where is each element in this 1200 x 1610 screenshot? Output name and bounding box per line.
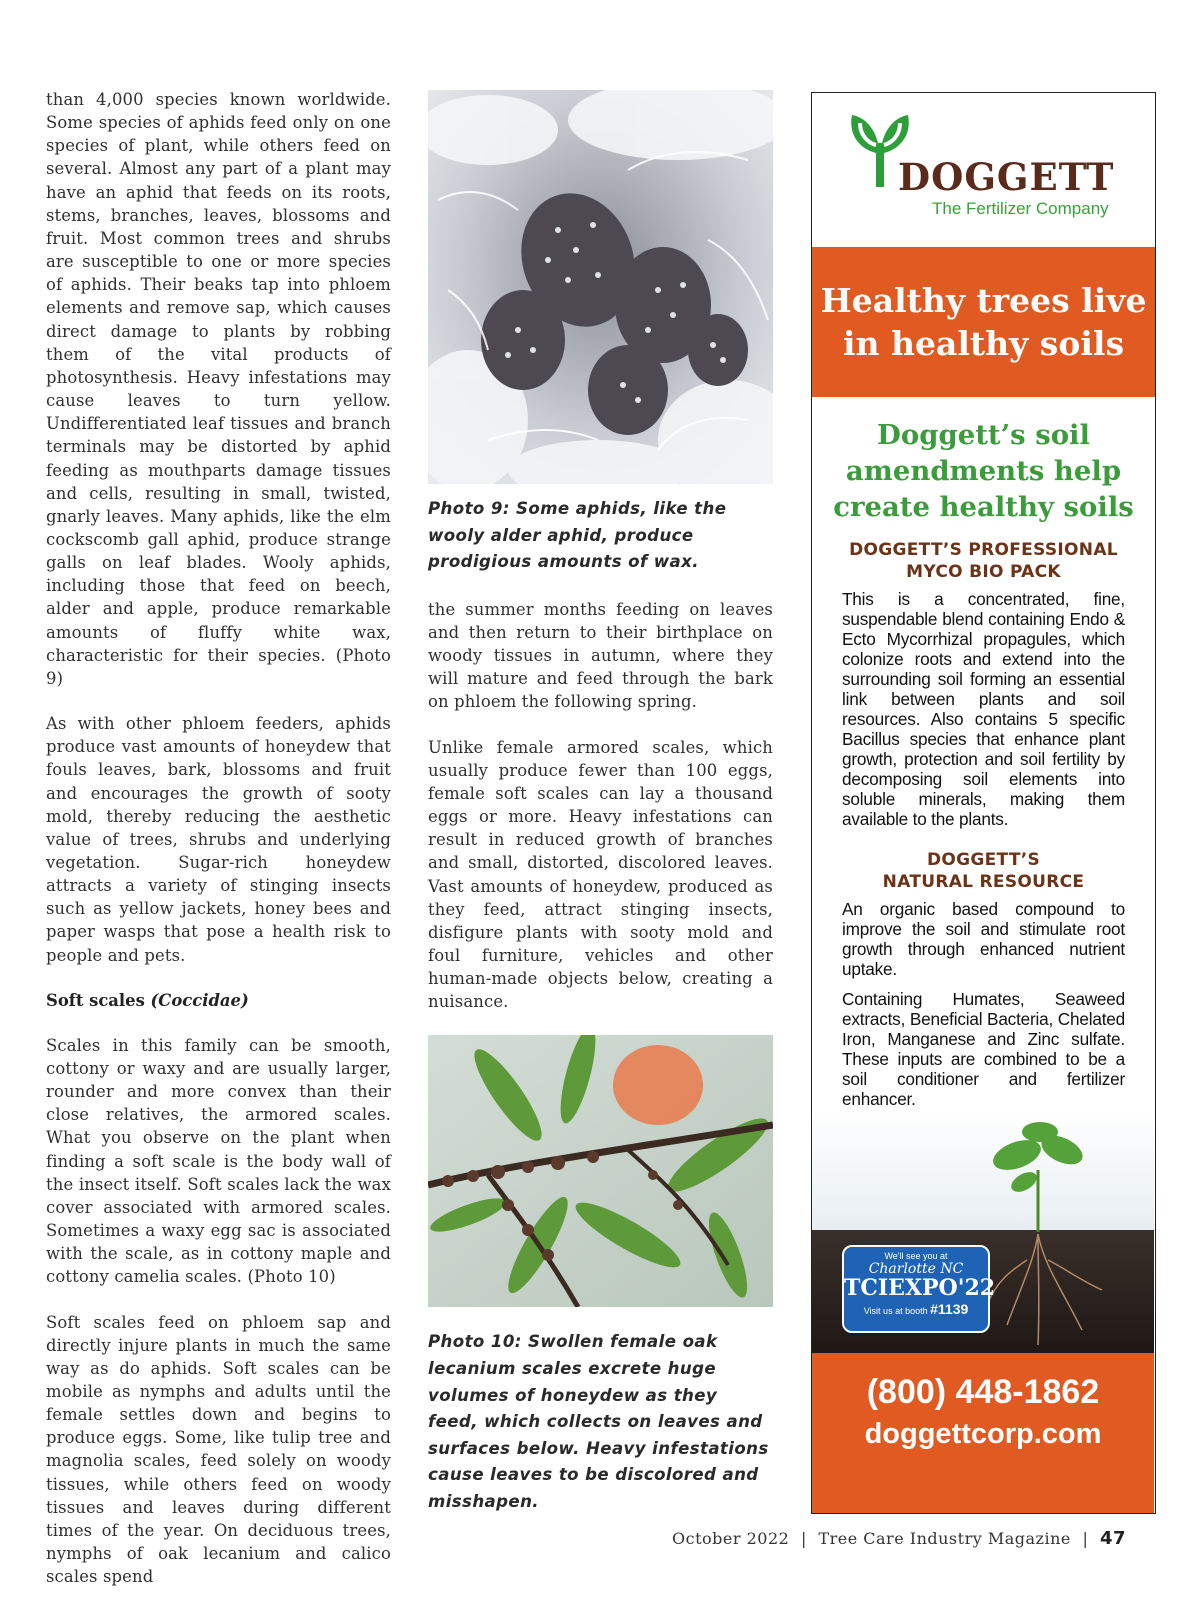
photo-9-wooly-aphids [428, 90, 773, 484]
photo-10-oak-lecanium-scales [428, 1035, 773, 1307]
brand-name: DOGGETT [898, 155, 1115, 199]
subhead-text: Soft scales [46, 990, 145, 1010]
paragraph: than 4,000 species known worldwide. Some species of aphids feed only on one species of plant, while others feed on several. Almost any part of a plant may have an aphid that feeds on its roots, stems, branches, leaves, blossoms and fruit. Most common trees and shrubs are susceptible to one or more species of aphids. Their beaks tap into phloem elements and remove sap, which causes direct damage to plants by robbing them of the vital products of photosynthesis. Heavy infestations may cause leaves to turn yellow. Undifferentiated leaf tissues and branch terminals may be distorted by aphid feeding as mouthparts damage tissues and cells, resulting in small, twisted, gnarly leaves. Many aphids, like the elm cockscomb gall aphid, produce strange galls on leaf blades. Wooly aphids, including those that feed on beech, alder and apple, produce remarkable amounts of fluffy white wax, characteristic for their species. (Photo 9) [46, 90, 391, 688]
photo-9-caption: Photo 9: Some aphids, like the wooly alder aphid, produce prodigious amounts of wax. [428, 499, 727, 572]
paragraph: the summer months feeding on leaves and then return to their birthplace on woody tissues in autumn, where they will mature and feed through the bark on phloem the following spring. [428, 599, 773, 712]
product-2-ingredients: Containing Humates, Seaweed extracts, Beneficial Bacteria, Chelated Iron, Manganese and Zinc sulfate. These inputs are combined to be a soil conditioner and fertilizer enhancer. [842, 989, 1125, 1109]
paragraph: Unlike female armored scales, which usually produce fewer than 100 eggs, female soft scales can lay a thousand eggs or more. Heavy infestations can result in reduced growth of branches and small, distorted, discolored leaves. Vast amounts of honeydew, produced as they feed, attract stinging insects, disfigure plants with sooty mold and foul furniture, vehicles and other human-made objects below, creating a nuisance. [428, 737, 773, 1012]
ad-subhead: Doggett’s soil amendments help create healthy soils [833, 419, 1134, 523]
footer-separator: | [800, 1529, 807, 1548]
page-number: 47 [1099, 1528, 1126, 1549]
doggett-advertisement[interactable] [811, 92, 1156, 1514]
magazine-name: Tree Care Industry Magazine [818, 1529, 1071, 1548]
section-subhead [46, 989, 391, 1012]
phone-number[interactable]: (800) 448-1862 [866, 1373, 1100, 1411]
subhead-latin: (Coccidae) [150, 990, 249, 1010]
paragraph: Scales in this family can be smooth, cottony or waxy and are usually larger, rounder and more convex than their close relatives, the armored scales. What you observe on the plant when finding a soft scale is the body wall of the insect itself. Soft scales lack the wax cover associated with armored scales. Sometimes a waxy egg sac is associated with the scale, as in cottony maple and cottony camelia scales. (Photo 10) [46, 1035, 391, 1287]
headline-line-2: in healthy soils [842, 324, 1125, 363]
footer-separator: | [1082, 1529, 1089, 1548]
seedling-image [812, 1110, 1154, 1353]
product-1-title-line-2: MYCO BIO PACK [906, 562, 1061, 582]
product-2-title-line-1: DOGGETT’S [926, 850, 1041, 870]
product-2-description: An organic based compound to improve the soil and stimulate root growth through enhanced nutrient uptake. [842, 899, 1125, 979]
paragraph: Soft scales feed on phloem sap and directly injure plants in much the same way as do aphids. Soft scales can be mobile as nymphs and adults until the female settles down and begins to produce eggs. Some, like tulip tree and magnolia scales, feed solely on woody tissues, while others feed on woody tissues and leaves during different times of the year. On deciduous trees, nymphs of oak lecanium and calico scales spend [46, 1312, 391, 1587]
expo-invite: We'll see you at [884, 1251, 948, 1261]
ad-contact-banner [812, 1353, 1154, 1514]
article-column-1 [46, 88, 391, 1610]
article-column-2 [428, 90, 773, 1516]
scale-insects-image [428, 1035, 773, 1307]
page-footer [672, 1528, 1126, 1549]
expo-booth-label: Visit us at booth [863, 1306, 928, 1316]
issue-date: October 2022 [672, 1529, 790, 1548]
product-1-title-line-1: DOGGETT’S PROFESSIONAL [849, 540, 1118, 560]
ad-headline [821, 279, 1147, 365]
website-link[interactable]: doggettcorp.com [864, 1418, 1102, 1450]
headline-line-1: Healthy trees live [820, 281, 1147, 320]
product-1-title [812, 539, 1155, 583]
product-2-title [812, 849, 1155, 893]
expo-name: TCIEXPO'22 [844, 1275, 996, 1301]
wooly-aphid-image [428, 90, 773, 484]
photo-10-caption: Photo 10: Swollen female oak lecanium scales excrete huge volumes of honeydew as they feed, which collects on leaves and surfaces below. Heavy infestations cause leaves to be discolored and misshapen. [428, 1332, 769, 1511]
expo-booth-number: #1139 [930, 1301, 969, 1317]
expo-booth [844, 1301, 988, 1317]
tci-expo-badge[interactable] [842, 1245, 996, 1333]
product-2-title-line-2: NATURAL RESOURCE [882, 872, 1085, 892]
expo-city: Charlotte NC [868, 1261, 964, 1277]
brand-tagline: The Fertilizer Company [932, 199, 1109, 218]
ad-headline-banner [812, 247, 1155, 397]
doggett-logo [812, 93, 1155, 247]
paragraph: As with other phloem feeders, aphids produce vast amounts of honeydew that fouls leaves, bark, blossoms and fruit and encourages the growth of sooty mold, thereby reducing the aesthetic value of trees, shrubs and underlying vegetation. Sugar-rich honeydew attracts a variety of stinging insects such as yellow jackets, honey bees and paper wasps that pose a health risk to people and pets. [46, 714, 391, 965]
product-1-description: This is a concentrated, fine, suspendable blend containing Endo & Ecto Mycorrhizal propagules, which colonize roots and extend into the surrounding soil forming an essential link between plants and soil resources. Also contains 5 specific Bacillus species that enhance plant growth, protection and soil fertility by decomposing soil elements into soluble minerals, making them available to the plants. [842, 589, 1125, 829]
